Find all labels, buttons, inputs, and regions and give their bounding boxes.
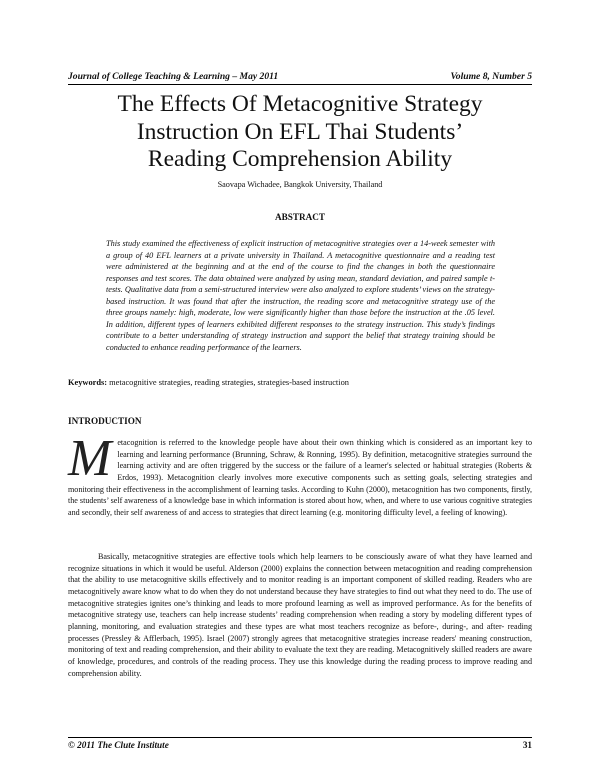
author-line: Saovapa Wichadee, Bangkok University, Thailand	[217, 180, 383, 189]
paper-title	[68, 91, 532, 174]
title-line: Instruction On EFL Thai Students’	[136, 118, 464, 145]
abstract-text: This study examined the effectiveness of explicit instruction of metacognitive strategies over a 14-week semester with a group of 40 EFL learners at a private university in Thailand. A metacognitive questionnaire and a reading test were administered at the beginning and at the end of the course to find the changes in both the questionnaire responses and test scores. The data obtained were analyzed by using mean, standard deviation, and paired sample t-tests. Qualitative data from a semi-structured interview were also analyzed to explore students’ views on the strategy-based instruction. It was found that after the instruction, the reading score and metacognitive strategy use of the three groups namely: high, moderate, low were significantly higher than those before the instruction at the .05 level. In addition, different types of learners exhibited different responses to the strategy instruction. This study’s findings contribute to a better understanding of strategy instruction and support the belief that strategy training should be conducted to enhance reading performance of the learners.	[106, 239, 495, 352]
introduction-heading: INTRODUCTION	[68, 416, 142, 426]
title-line: Reading Comprehension Ability	[147, 146, 453, 172]
keywords-text: metacognitive strategies, reading strategies, strategies-based instruction	[109, 378, 349, 387]
page-footer	[68, 740, 532, 750]
abstract-heading: ABSTRACT	[274, 212, 326, 222]
intro-paragraph-1-text: etacognition is referred to the knowledge people have about their own thinking which is considered as an important key to learning and learning performance (Brunning, Schraw, & Ronning, 1995). By definition, metacognitive strategies surround the learning activity and are often triggered by the success or the failure of a learner's selected or habitual strategies (Roberts & Erdos, 1993). Metacognition clearly involves more executive components such as setting goals, selecting strategies and monitoring their effectiveness in the accomplishment of learning tasks. According to Kuhn (2000), metacognition has two components, firstly, the students’ self awareness of a knowledge base in which information is stored about how, when, and where to use various cognitive strategies and secondly, their self awareness of and access to strategies that direct learning (e.g. monitoring difficulty level, a feeling of knowing).	[68, 438, 532, 517]
copyright: © 2011 The Clute Institute	[68, 740, 169, 750]
intro-paragraph-1	[68, 430, 532, 519]
running-header	[68, 71, 532, 82]
drop-cap: M	[68, 430, 112, 487]
header-rule	[68, 84, 532, 85]
journal-name: Journal of College Teaching & Learning – May 2011	[68, 71, 279, 82]
volume-number: Volume 8, Number 5	[450, 71, 532, 82]
intro-paragraph-2: Basically, metacognitive strategies are effective tools which help learners to be consciously aware of what they have learned and recognize situations in which it would be useful. Alderson (2000) explains the connection between metacognition and reading comprehension that the ability to use metacognitive skills effectively and to monitor reading is an important component of skilled reading. Readers who are metacognitively aware know what to do when they do not understand because they have strategies to find out what they need to do. The use of metacognitive strategies ignites one’s thinking and leads to more profound learning as well as improved performance. As for the benefits of metacognitive strategy use, teachers can help increase students’ reading comprehension when reading a story by modeling different types of planning, monitoring, and evaluation strategies and these types are what most teachers recognize as before-, during-, and after- reading processes (Pressley & Afflerbach, 1995). Israel (2007) strongly agrees that metacognitive strategies increase readers' meaning construction, monitoring of text and reading comprehension, and their ability to evaluate the text they are reading. Metacognitively skilled readers are aware of knowledge, procedures, and controls of the reading process. They use this knowledge during the reading process to improve reading and comprehension ability.	[68, 552, 532, 678]
page-number: 31	[522, 740, 532, 750]
keywords-label: Keywords:	[68, 378, 108, 387]
footer-rule	[68, 737, 532, 738]
title-line: The Effects Of Metacognitive Strategy	[117, 91, 483, 117]
keywords	[68, 378, 532, 387]
